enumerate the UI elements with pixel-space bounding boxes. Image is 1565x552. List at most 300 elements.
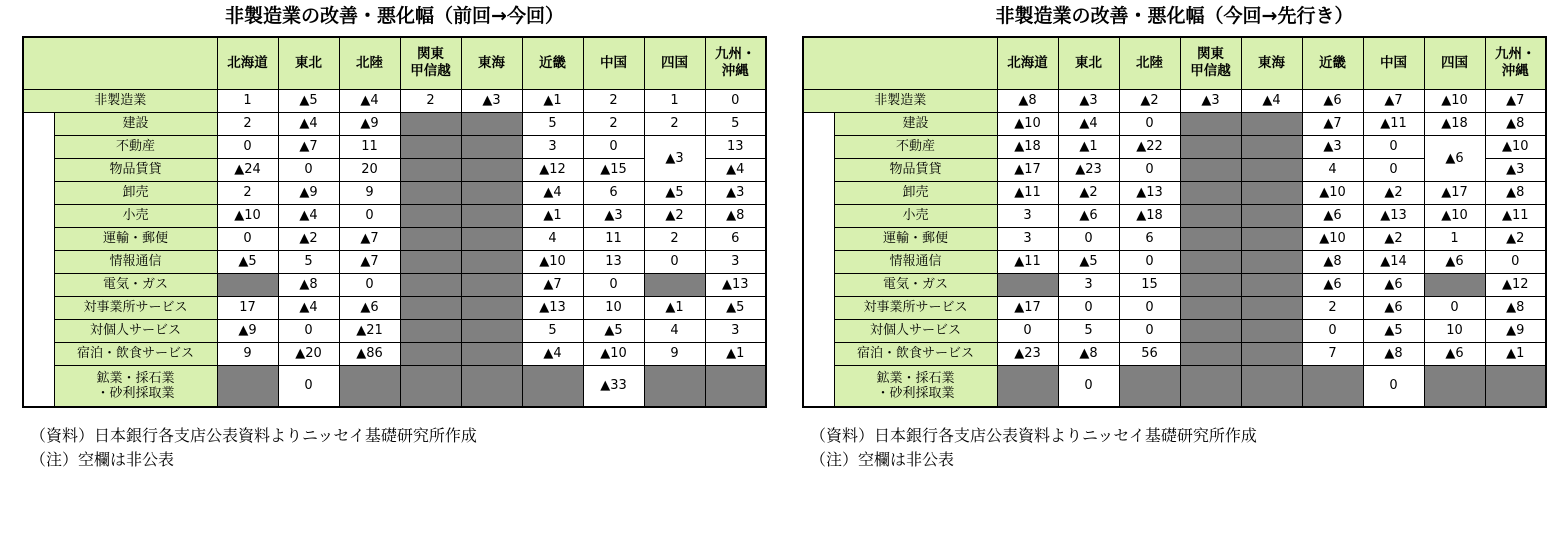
value-cell: ▲4 [1241, 89, 1302, 112]
undisclosed-cell [1241, 250, 1302, 273]
region-header: 北海道 [217, 37, 278, 89]
industry-label: 小売 [54, 204, 217, 227]
value-cell: 2 [217, 181, 278, 204]
value-cell: 0 [217, 135, 278, 158]
industry-row [803, 365, 1546, 407]
region-header: 近畿 [1302, 37, 1363, 89]
undisclosed-cell [1241, 273, 1302, 296]
undisclosed-cell [461, 204, 522, 227]
undisclosed-cell [339, 365, 400, 407]
undisclosed-cell [1241, 342, 1302, 365]
undisclosed-cell [461, 319, 522, 342]
industry-row [23, 181, 766, 204]
value-cell: 11 [583, 227, 644, 250]
value-cell: ▲7 [278, 135, 339, 158]
value-cell: 0 [1058, 296, 1119, 319]
industry-row [23, 319, 766, 342]
table-title: 非製造業の改善・悪化幅（前回→今回） [225, 5, 564, 27]
value-cell: ▲1 [705, 342, 766, 365]
industry-row [803, 181, 1546, 204]
region-header: 関東 甲信越 [1180, 37, 1241, 89]
undisclosed-cell [1424, 365, 1485, 407]
region-header: 四国 [1424, 37, 1485, 89]
undisclosed-cell [1424, 273, 1485, 296]
industry-row [803, 273, 1546, 296]
industry-row [23, 112, 766, 135]
industry-label: 宿泊・飲食サービス [834, 342, 997, 365]
total-label: 非製造業 [803, 89, 997, 112]
value-cell: 10 [583, 296, 644, 319]
value-cell: ▲4 [278, 204, 339, 227]
industry-row [23, 342, 766, 365]
value-cell: ▲4 [522, 342, 583, 365]
undisclosed-cell [461, 181, 522, 204]
value-cell: 6 [583, 181, 644, 204]
value-cell: 3 [997, 204, 1058, 227]
industry-row [803, 204, 1546, 227]
value-cell: ▲6 [1302, 273, 1363, 296]
value-cell: ▲33 [583, 365, 644, 407]
value-cell: ▲6 [339, 296, 400, 319]
value-cell: 15 [1119, 273, 1180, 296]
undisclosed-cell [1180, 365, 1241, 407]
region-header: 東海 [461, 37, 522, 89]
footnotes-right [810, 424, 1510, 472]
value-cell: 0 [583, 135, 644, 158]
value-cell: 0 [1058, 227, 1119, 250]
value-cell: ▲5 [278, 89, 339, 112]
value-cell: ▲6 [1302, 204, 1363, 227]
region-header: 北海道 [997, 37, 1058, 89]
value-cell: ▲2 [1058, 181, 1119, 204]
value-cell: 0 [705, 89, 766, 112]
undisclosed-cell [1180, 158, 1241, 181]
undisclosed-cell [400, 112, 461, 135]
value-cell: ▲18 [1119, 204, 1180, 227]
value-cell: 11 [339, 135, 400, 158]
undisclosed-cell [1180, 227, 1241, 250]
industry-row [803, 227, 1546, 250]
industry-label: 対個人サービス [834, 319, 997, 342]
header-row [23, 37, 766, 89]
value-cell: 0 [217, 227, 278, 250]
industry-label: 情報通信 [54, 250, 217, 273]
undisclosed-cell [461, 227, 522, 250]
value-cell: ▲8 [1363, 342, 1424, 365]
value-cell: ▲1 [522, 204, 583, 227]
undisclosed-cell [461, 296, 522, 319]
value-cell: ▲6 [1424, 135, 1485, 181]
value-cell: ▲5 [644, 181, 705, 204]
undisclosed-cell [400, 135, 461, 158]
undisclosed-cell [217, 365, 278, 407]
value-cell: ▲10 [1302, 227, 1363, 250]
value-cell: ▲14 [1363, 250, 1424, 273]
undisclosed-cell [1180, 319, 1241, 342]
value-cell: ▲86 [339, 342, 400, 365]
region-header: 東北 [1058, 37, 1119, 89]
value-cell: 6 [1119, 227, 1180, 250]
undisclosed-cell [997, 365, 1058, 407]
value-cell: 7 [1302, 342, 1363, 365]
value-cell: ▲11 [997, 250, 1058, 273]
undisclosed-cell [400, 319, 461, 342]
value-cell: 1 [1424, 227, 1485, 250]
value-cell: ▲10 [583, 342, 644, 365]
value-cell: 5 [705, 112, 766, 135]
region-header: 九州・ 沖縄 [705, 37, 766, 89]
value-cell: ▲2 [1119, 89, 1180, 112]
header-corner [23, 37, 217, 89]
industry-row [23, 227, 766, 250]
indent-spacer [23, 112, 54, 407]
value-cell: ▲4 [278, 296, 339, 319]
value-cell: 20 [339, 158, 400, 181]
value-cell: ▲11 [1363, 112, 1424, 135]
value-cell: 0 [1363, 365, 1424, 407]
value-cell: ▲21 [339, 319, 400, 342]
change-table-current-to-outlook [802, 36, 1547, 408]
total-row [23, 89, 766, 112]
value-cell: ▲7 [339, 250, 400, 273]
blank-note: （注）空欄は非公表 [810, 450, 955, 469]
undisclosed-cell [522, 365, 583, 407]
industry-row [803, 342, 1546, 365]
total-row [803, 89, 1546, 112]
value-cell: 0 [278, 365, 339, 407]
value-cell: ▲18 [1424, 112, 1485, 135]
value-cell: 1 [644, 89, 705, 112]
industry-label: 情報通信 [834, 250, 997, 273]
undisclosed-cell [461, 250, 522, 273]
value-cell: ▲9 [1485, 319, 1546, 342]
value-cell: 3 [705, 250, 766, 273]
value-cell: ▲8 [1485, 112, 1546, 135]
undisclosed-cell [1180, 112, 1241, 135]
undisclosed-cell [461, 112, 522, 135]
undisclosed-cell [400, 296, 461, 319]
value-cell: 0 [339, 273, 400, 296]
value-cell: 3 [705, 319, 766, 342]
value-cell: 0 [1119, 319, 1180, 342]
industry-row [23, 296, 766, 319]
footnotes-left [30, 424, 730, 472]
undisclosed-cell [461, 135, 522, 158]
undisclosed-cell [1180, 181, 1241, 204]
region-header: 近畿 [522, 37, 583, 89]
value-cell: ▲3 [705, 181, 766, 204]
undisclosed-cell [1180, 296, 1241, 319]
undisclosed-cell [1180, 135, 1241, 158]
undisclosed-cell [1180, 342, 1241, 365]
value-cell: ▲13 [522, 296, 583, 319]
value-cell: ▲1 [1058, 135, 1119, 158]
undisclosed-cell [644, 365, 705, 407]
industry-label: 鉱業・採石業 ・砂利採取業 [54, 365, 217, 407]
value-cell: ▲6 [1363, 296, 1424, 319]
value-cell: ▲10 [1302, 181, 1363, 204]
industry-row [803, 250, 1546, 273]
industry-row [23, 250, 766, 273]
value-cell: ▲13 [1119, 181, 1180, 204]
undisclosed-cell [1180, 273, 1241, 296]
region-header: 関東 甲信越 [400, 37, 461, 89]
industry-row [23, 365, 766, 407]
undisclosed-cell [400, 158, 461, 181]
industry-label: 物品賃貸 [834, 158, 997, 181]
industry-label: 小売 [834, 204, 997, 227]
industry-row [803, 112, 1546, 135]
industry-label: 卸売 [834, 181, 997, 204]
value-cell: ▲1 [522, 89, 583, 112]
value-cell: ▲7 [1485, 89, 1546, 112]
value-cell: 1 [217, 89, 278, 112]
value-cell: ▲22 [1119, 135, 1180, 158]
value-cell: 0 [1424, 296, 1485, 319]
undisclosed-cell [400, 227, 461, 250]
value-cell: ▲5 [583, 319, 644, 342]
undisclosed-cell [644, 273, 705, 296]
value-cell: 0 [644, 250, 705, 273]
value-cell: 0 [1119, 250, 1180, 273]
value-cell: ▲20 [278, 342, 339, 365]
region-header: 東北 [278, 37, 339, 89]
value-cell: 0 [278, 158, 339, 181]
value-cell: ▲3 [1302, 135, 1363, 158]
value-cell: ▲8 [1058, 342, 1119, 365]
value-cell: ▲3 [583, 204, 644, 227]
header-row [803, 37, 1546, 89]
industry-label: 電気・ガス [834, 273, 997, 296]
value-cell: ▲2 [278, 227, 339, 250]
value-cell: ▲17 [1424, 181, 1485, 204]
value-cell: ▲8 [278, 273, 339, 296]
industry-label: 鉱業・採石業 ・砂利採取業 [834, 365, 997, 407]
undisclosed-cell [1241, 158, 1302, 181]
value-cell: ▲13 [705, 273, 766, 296]
value-cell: ▲13 [1363, 204, 1424, 227]
undisclosed-cell [400, 342, 461, 365]
undisclosed-cell [1485, 365, 1546, 407]
value-cell: 2 [583, 89, 644, 112]
industry-label: 対個人サービス [54, 319, 217, 342]
undisclosed-cell [997, 273, 1058, 296]
value-cell: 0 [1302, 319, 1363, 342]
undisclosed-cell [1180, 204, 1241, 227]
value-cell: 10 [1424, 319, 1485, 342]
value-cell: ▲10 [1424, 89, 1485, 112]
value-cell: 0 [1119, 158, 1180, 181]
table-title: 非製造業の改善・悪化幅（今回→先行き） [995, 5, 1354, 27]
undisclosed-cell [1241, 227, 1302, 250]
value-cell: 2 [644, 112, 705, 135]
value-cell: ▲6 [1424, 342, 1485, 365]
value-cell: ▲24 [217, 158, 278, 181]
value-cell: ▲7 [1302, 112, 1363, 135]
value-cell: 4 [522, 227, 583, 250]
value-cell: ▲8 [1302, 250, 1363, 273]
value-cell: ▲5 [1058, 250, 1119, 273]
industry-row [23, 273, 766, 296]
industry-label: 電気・ガス [54, 273, 217, 296]
value-cell: ▲6 [1058, 204, 1119, 227]
value-cell: ▲10 [217, 204, 278, 227]
industry-label: 対事業所サービス [834, 296, 997, 319]
value-cell: ▲11 [997, 181, 1058, 204]
undisclosed-cell [461, 158, 522, 181]
undisclosed-cell [217, 273, 278, 296]
undisclosed-cell [400, 204, 461, 227]
industry-label: 建設 [834, 112, 997, 135]
value-cell: 2 [583, 112, 644, 135]
industry-label: 不動産 [834, 135, 997, 158]
value-cell: 5 [278, 250, 339, 273]
region-header: 北陸 [339, 37, 400, 89]
value-cell: ▲8 [1485, 296, 1546, 319]
region-header: 中国 [1363, 37, 1424, 89]
value-cell: 0 [1363, 135, 1424, 158]
header-corner [803, 37, 997, 89]
value-cell: ▲15 [583, 158, 644, 181]
undisclosed-cell [461, 342, 522, 365]
value-cell: ▲6 [1363, 273, 1424, 296]
value-cell: ▲4 [278, 112, 339, 135]
region-header: 東海 [1241, 37, 1302, 89]
value-cell: ▲23 [997, 342, 1058, 365]
undisclosed-cell [1241, 296, 1302, 319]
value-cell: ▲2 [644, 204, 705, 227]
industry-label: 対事業所サービス [54, 296, 217, 319]
value-cell: ▲7 [1363, 89, 1424, 112]
value-cell: ▲2 [1363, 227, 1424, 250]
value-cell: 0 [339, 204, 400, 227]
value-cell: ▲8 [705, 204, 766, 227]
value-cell: ▲5 [1363, 319, 1424, 342]
value-cell: ▲18 [997, 135, 1058, 158]
value-cell: ▲3 [461, 89, 522, 112]
industry-row [803, 296, 1546, 319]
value-cell: 0 [1119, 112, 1180, 135]
right-table-panel [802, 5, 1547, 408]
industry-label: 運輸・郵便 [54, 227, 217, 250]
value-cell: 2 [644, 227, 705, 250]
region-header: 北陸 [1119, 37, 1180, 89]
value-cell: ▲4 [705, 158, 766, 181]
value-cell: 6 [705, 227, 766, 250]
region-header: 中国 [583, 37, 644, 89]
value-cell: ▲9 [217, 319, 278, 342]
undisclosed-cell [461, 365, 522, 407]
undisclosed-cell [400, 365, 461, 407]
value-cell: ▲3 [644, 135, 705, 181]
value-cell: ▲4 [522, 181, 583, 204]
value-cell: ▲8 [1485, 181, 1546, 204]
source-note: （資料）日本銀行各支店公表資料よりニッセイ基礎研究所作成 [30, 426, 477, 445]
value-cell: ▲1 [644, 296, 705, 319]
industry-row [803, 319, 1546, 342]
value-cell: 2 [400, 89, 461, 112]
undisclosed-cell [1241, 365, 1302, 407]
left-table-panel [22, 5, 767, 408]
region-header: 四国 [644, 37, 705, 89]
value-cell: ▲17 [997, 296, 1058, 319]
value-cell: ▲7 [339, 227, 400, 250]
value-cell: ▲12 [1485, 273, 1546, 296]
value-cell: 0 [997, 319, 1058, 342]
value-cell: 4 [1302, 158, 1363, 181]
undisclosed-cell [1241, 112, 1302, 135]
industry-label: 運輸・郵便 [834, 227, 997, 250]
industry-row [23, 135, 766, 158]
value-cell: ▲17 [997, 158, 1058, 181]
undisclosed-cell [1180, 250, 1241, 273]
source-note: （資料）日本銀行各支店公表資料よりニッセイ基礎研究所作成 [810, 426, 1257, 445]
undisclosed-cell [1241, 204, 1302, 227]
value-cell: 0 [1363, 158, 1424, 181]
industry-row [803, 135, 1546, 158]
value-cell: 0 [1119, 296, 1180, 319]
industry-row [23, 204, 766, 227]
undisclosed-cell [1302, 365, 1363, 407]
value-cell: 2 [1302, 296, 1363, 319]
value-cell: ▲3 [1058, 89, 1119, 112]
change-table-prev-to-current [22, 36, 767, 408]
region-header: 九州・ 沖縄 [1485, 37, 1546, 89]
value-cell: ▲1 [1485, 342, 1546, 365]
value-cell: ▲4 [1058, 112, 1119, 135]
value-cell: ▲6 [1424, 250, 1485, 273]
indent-spacer [803, 112, 834, 407]
value-cell: ▲23 [1058, 158, 1119, 181]
value-cell: 4 [644, 319, 705, 342]
value-cell: ▲2 [1485, 227, 1546, 250]
value-cell: 5 [522, 112, 583, 135]
value-cell: ▲4 [339, 89, 400, 112]
value-cell: ▲8 [997, 89, 1058, 112]
total-label: 非製造業 [23, 89, 217, 112]
value-cell: ▲3 [1485, 158, 1546, 181]
value-cell: ▲2 [1363, 181, 1424, 204]
value-cell: 13 [705, 135, 766, 158]
blank-note: （注）空欄は非公表 [30, 450, 175, 469]
industry-label: 物品賃貸 [54, 158, 217, 181]
value-cell: ▲7 [522, 273, 583, 296]
undisclosed-cell [1119, 365, 1180, 407]
undisclosed-cell [400, 273, 461, 296]
value-cell: ▲11 [1485, 204, 1546, 227]
value-cell: 0 [1485, 250, 1546, 273]
value-cell: 56 [1119, 342, 1180, 365]
value-cell: 3 [1058, 273, 1119, 296]
value-cell: 9 [339, 181, 400, 204]
industry-label: 卸売 [54, 181, 217, 204]
value-cell: 2 [217, 112, 278, 135]
undisclosed-cell [461, 273, 522, 296]
value-cell: ▲12 [522, 158, 583, 181]
undisclosed-cell [1241, 181, 1302, 204]
value-cell: 0 [583, 273, 644, 296]
value-cell: ▲5 [705, 296, 766, 319]
industry-label: 宿泊・飲食サービス [54, 342, 217, 365]
undisclosed-cell [1241, 135, 1302, 158]
value-cell: ▲10 [997, 112, 1058, 135]
value-cell: ▲10 [1485, 135, 1546, 158]
value-cell: ▲9 [339, 112, 400, 135]
industry-label: 建設 [54, 112, 217, 135]
undisclosed-cell [1241, 319, 1302, 342]
undisclosed-cell [705, 365, 766, 407]
industry-label: 不動産 [54, 135, 217, 158]
